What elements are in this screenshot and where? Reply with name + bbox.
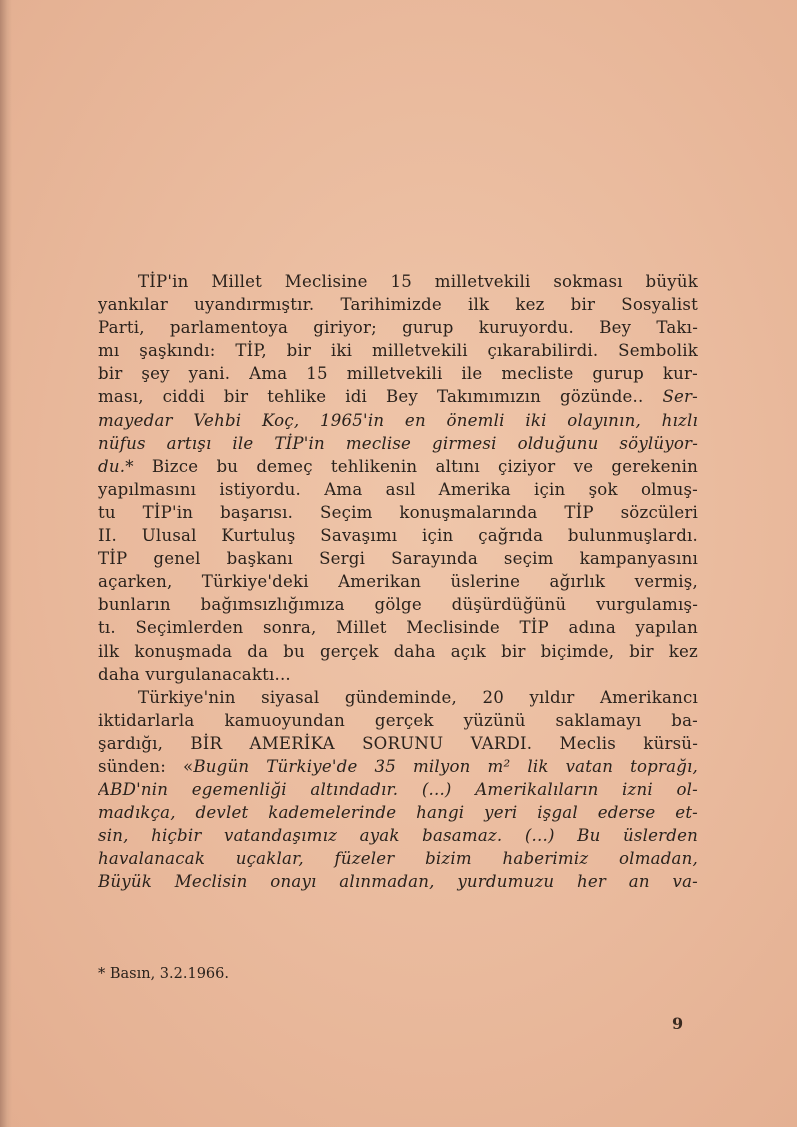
body-text xyxy=(98,270,698,894)
page-number: 9 xyxy=(672,1014,684,1033)
text-line: du.* Bizce bu demeç tehlikenin altını çiziyor ve gerekenin xyxy=(98,456,698,476)
text-line: tu TİP'in başarısı. Seçim konuşmalarında TİP sözcüleri xyxy=(98,502,698,522)
text-line: ABD'nin egemenliği altındadır. (...) Amerikalıların izni ol- xyxy=(98,780,698,800)
text-line: nüfus artışı ile TİP'in meclise girmesi olduğunu söylüyor- xyxy=(98,433,698,453)
footnote: * Basın, 3.2.1966. xyxy=(98,966,229,982)
text-line: yankılar uyandırmıştır. Tarihimizde ilk kez bir Sosyalist xyxy=(98,295,698,315)
text-line: mayedar Vehbi Koç, 1965'in en önemli iki olayının, hızlı xyxy=(98,410,698,430)
text-line: TİP genel başkanı Sergi Sarayında seçim kampanyasını xyxy=(98,549,698,569)
text-line: Büyük Meclisin onayı alınmadan, yurdumuzu her an va- xyxy=(98,872,698,892)
text-line: Türkiye'nin siyasal gündeminde, 20 yıldır Amerikancı xyxy=(138,687,698,707)
text-line: TİP'in Millet Meclisine 15 milletvekili sokması büyük xyxy=(138,272,698,291)
text-line: havalanacak uçaklar, füzeler bizim haberimiz olmadan, xyxy=(98,849,698,869)
text-line: daha vurgulanacaktı... xyxy=(98,664,291,684)
text-line: açarken, Türkiye'deki Amerikan üslerine ağırlık vermiş, xyxy=(98,572,698,592)
text-line: sünden: «Bugün Türkiye'de 35 milyon m² lik vatan toprağı, xyxy=(98,756,698,776)
text-line: mı şaşkındı: TİP, bir iki milletvekili çıkarabilirdi. Sembolik xyxy=(98,341,698,361)
text-line: sin, hiçbir vatandaşımız ayak basamaz. (...) Bu üslerden xyxy=(98,826,698,846)
text-line: madıkça, devlet kademelerinde hangi yeri işgal ederse et- xyxy=(98,803,698,823)
text-line: şardığı, BİR AMERİKA SORUNU VARDI. Meclis kürsü- xyxy=(98,733,698,753)
text-line: bir şey yani. Ama 15 milletvekili ile mecliste gurup kur- xyxy=(98,364,698,384)
text-line: iktidarlarla kamuoyundan gerçek yüzünü saklamayı ba- xyxy=(98,710,698,730)
text-line: tı. Seçimlerden sonra, Millet Meclisinde TİP adına yapılan xyxy=(98,618,698,638)
page-spine-shadow xyxy=(0,0,12,1127)
text-line: Parti, parlamentoya giriyor; gurup kuruyordu. Bey Takı- xyxy=(98,318,698,338)
text-line: ilk konuşmada da bu gerçek daha açık bir biçimde, bir kez xyxy=(98,641,698,661)
text-line: ması, ciddi bir tehlike idi Bey Takımımızın gözünde.. Ser- xyxy=(98,387,698,407)
text-line: yapılmasını istiyordu. Ama asıl Amerika için şok olmuş- xyxy=(98,479,698,499)
text-line: bunların bağımsızlığımıza gölge düşürdüğünü vurgulamış- xyxy=(98,595,698,615)
text-line: II. Ulusal Kurtuluş Savaşımı için çağrıda bulunmuşlardı. xyxy=(98,526,698,546)
